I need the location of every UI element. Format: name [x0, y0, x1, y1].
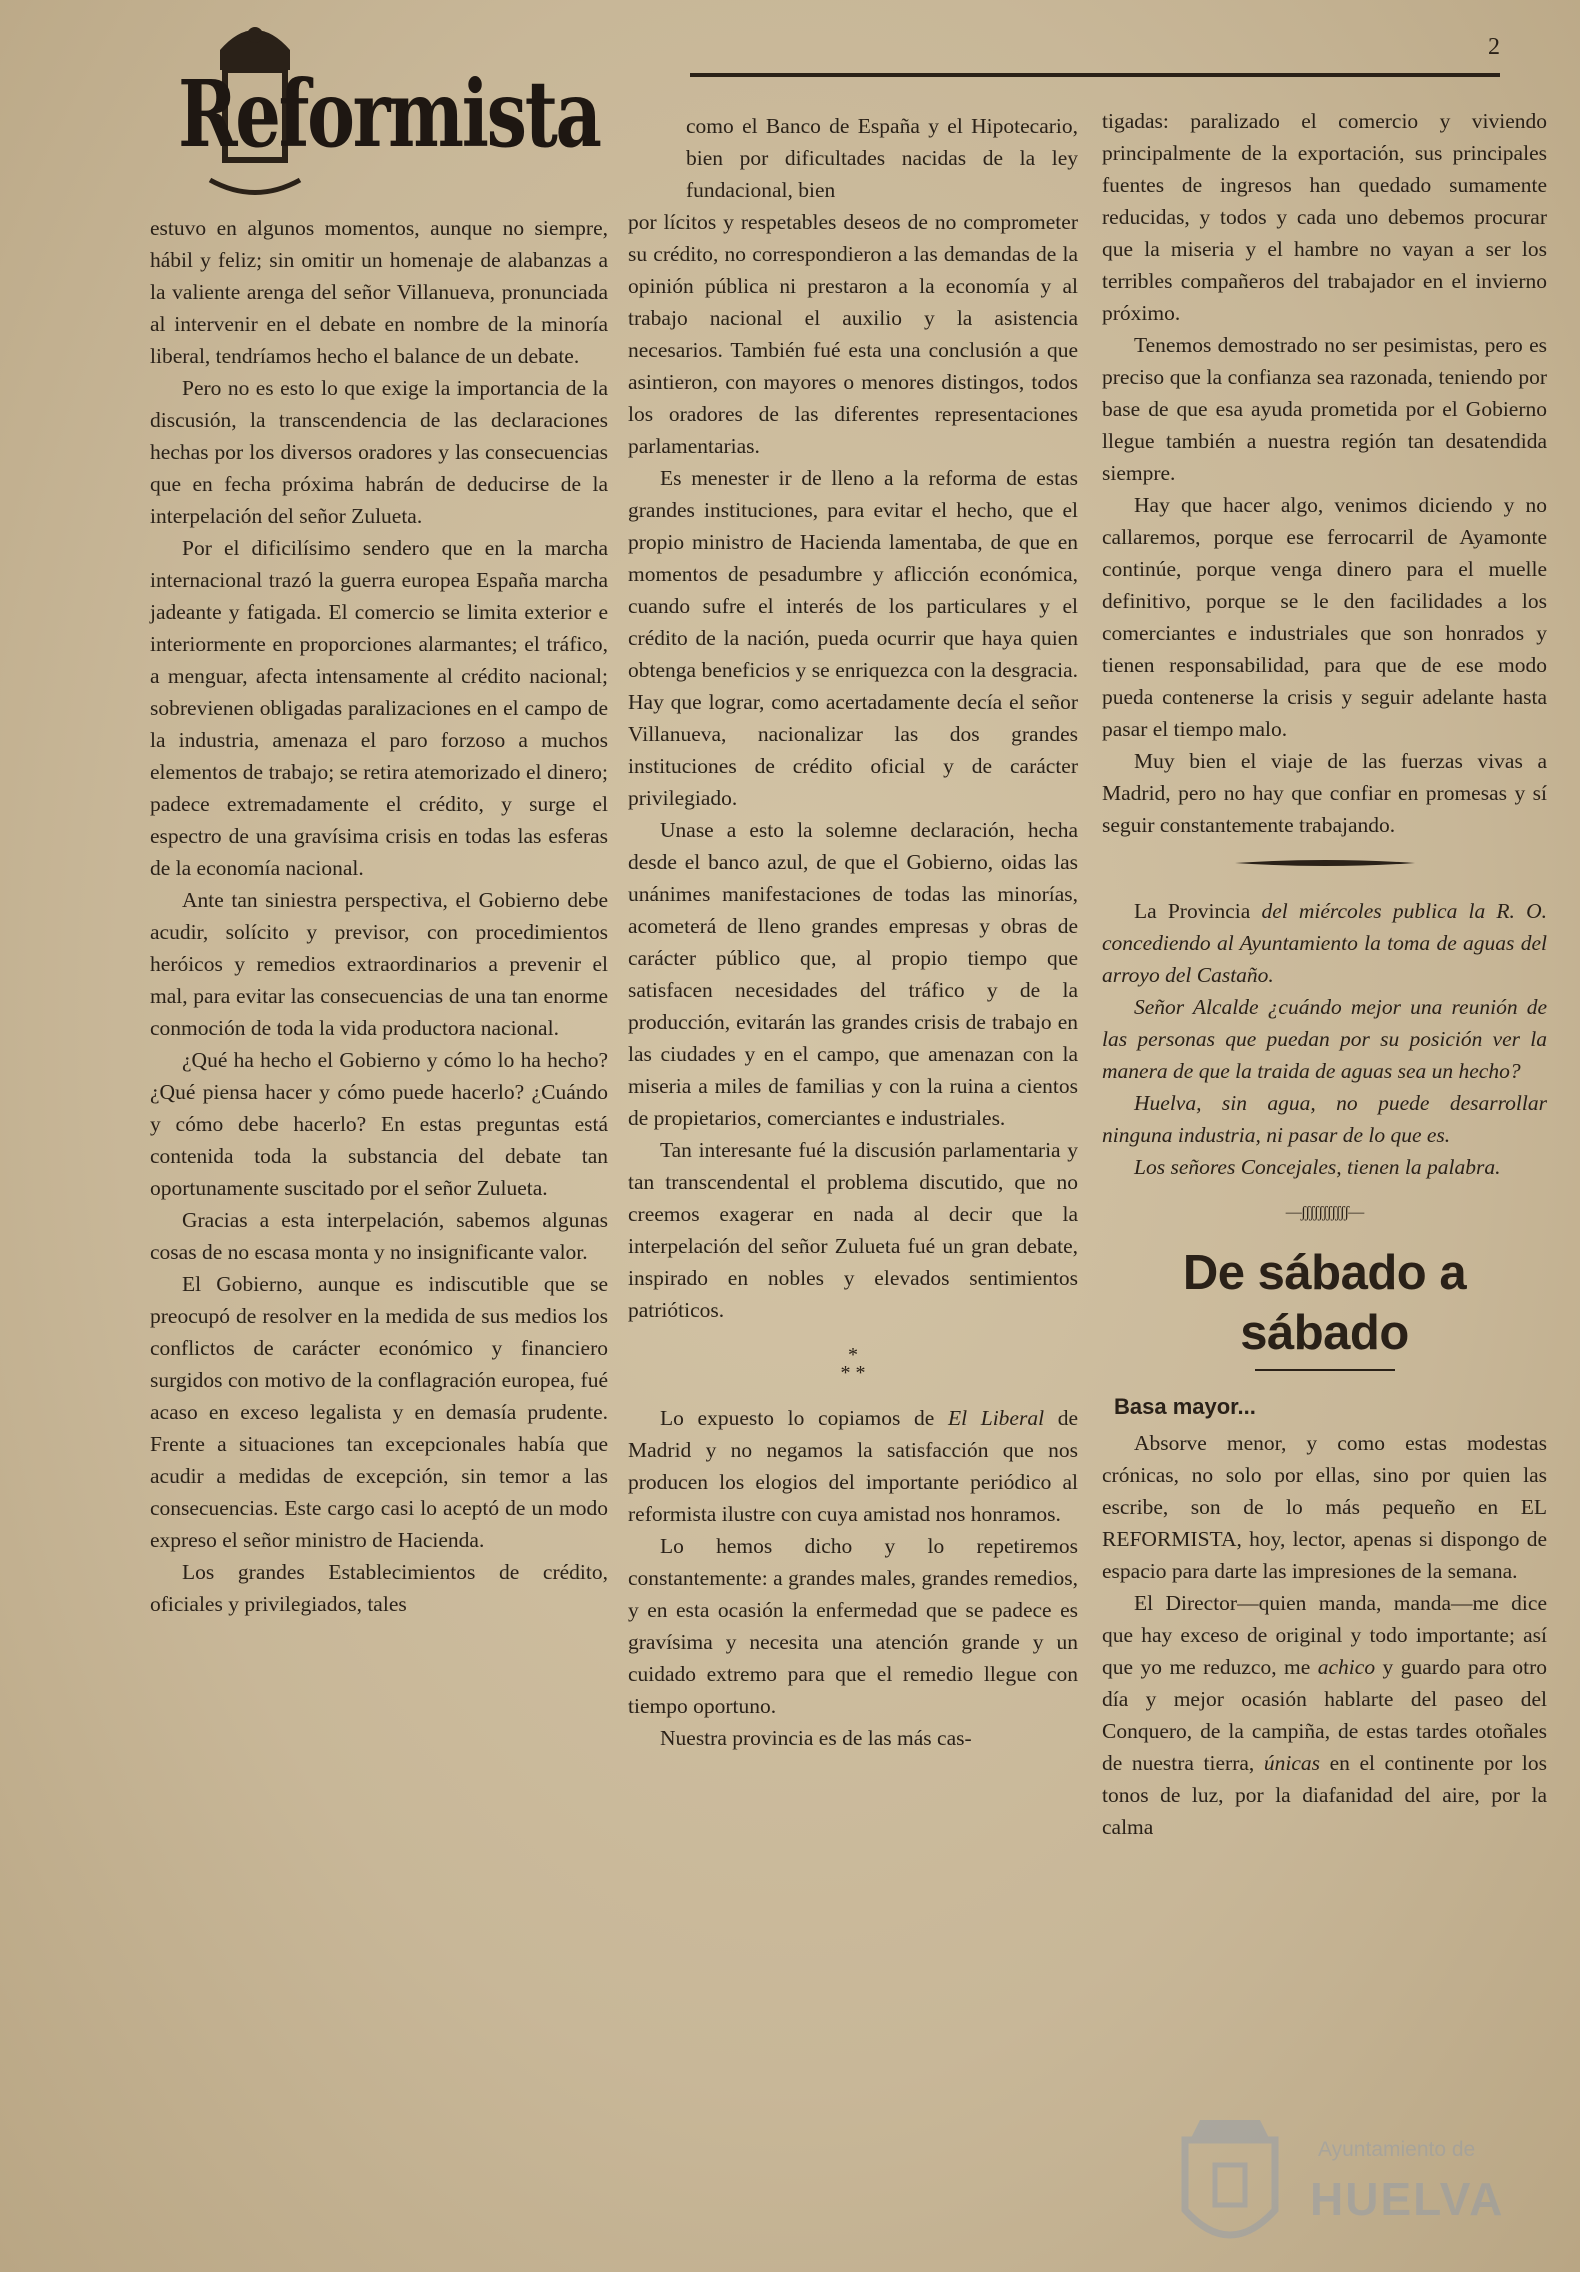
- paragraph: Lo expuesto lo copiamos de El Liberal de Madrid y no negamos la satisfacción que nos producen los elogios del importante periódico al reformista ilustre con cuya amistad nos honramos.: [628, 1406, 1079, 1526]
- paragraph: por lícitos y respetables deseos de no comprometer su crédito, no correspondieron a las demandas de la opinión pública ni prestaron a la economía y al trabajo nacional el auxilio y la asistencia necesarios. También fué esta una conclusión a que asintieron, con mayores o menores distingos, todos los oradores de las diferentes representaciones parlamentarias.: [628, 210, 1078, 458]
- paragraph: Por el dificilísimo sendero que en la marcha internacional trazó la guerra europea España marcha jadeante y fatigada. El comercio se limita exterior e interiormente en proporciones alarmantes; el tráfico, a menguar, afecta intensamente al crédito nacional; sobrevienen obligadas paralizaciones en el campo de la industria, amenaza el paro forzoso a muchos elementos de trabajo; se retira atemorizado el dinero; padece extremadamente el crédito, y surge el espectro de una gravísima crisis en todas las esferas de la economía nacional.: [150, 536, 608, 880]
- paragraph: tigadas: paralizado el comercio y viviendo principalmente de la exportación, sus principales fuentes de ingresos han quedado sumamente reducidas, y todos y cada uno debemos procurar que la miseria y el hambre no vayan a ser los terribles compañeros del trabajador en el invierno próximo.: [1102, 109, 1547, 325]
- paragraph: Pero no es esto lo que exige la importancia de la discusión, la transcendencia de las declaraciones hechas por los diversos oradores y las consecuencias que en fecha próxima habrán de deducirse de la interpelación del señor Zulueta.: [150, 376, 608, 528]
- paragraph: ¿Qué ha hecho el Gobierno y cómo lo ha hecho? ¿Qué piensa hacer y cómo puede hacerlo? ¿Cuándo y cómo debe hacerlo? En estas preguntas está contenida toda la substancia del debate tan oportunamente suscitado por el señor Zulueta.: [150, 1048, 608, 1200]
- paragraph: Absorve menor, y como estas modestas crónicas, no solo por ellas, sino por quien las escribe, son de lo más pequeño en EL REFORMISTA, hoy, lector, apenas si dispongo de espacio para darte las impresiones de la semana.: [1102, 1431, 1547, 1583]
- masthead-title: Reformista: [178, 60, 600, 168]
- notice-paragraph: Señor Alcalde ¿cuándo mejor una reunión de las personas que puedan por su posición ver la manera de que la traida de aguas sea un hecho?: [1102, 995, 1547, 1083]
- column-1: [150, 212, 608, 1620]
- paragraph: Es menester ir de lleno a la reforma de estas grandes instituciones, para evitar el hecho, que el propio ministro de Hacienda lamentaba, de que en momentos de pesadumbre y aflicción económica, cuando sufre el interés de los particulares y el crédito de la nación, pueda ocurrir que haya quien obtenga beneficios y se enriquezca con la desgracia. Hay que lograr, como acertadamente decía el señor Villanueva, nacionalizar las dos grandes instituciones de crédito oficial y de carácter privilegiado.: [628, 466, 1078, 810]
- paragraph: Lo hemos dicho y lo repetiremos constantemente: a grandes males, grandes remedios, y en esta ocasión la enfermedad que se padece es gravísima y necesita una atención grande y un cuidado extremo para que el remedio llegue con tiempo oportuno.: [628, 1534, 1078, 1718]
- paragraph: Gracias a esta interpelación, sabemos algunas cosas de no escasa monta y no insignificante valor.: [150, 1208, 608, 1264]
- paragraph: Muy bien el viaje de las fuerzas vivas a Madrid, pero no hay que confiar en promesas y sí seguir constantemente trabajando.: [1102, 749, 1547, 837]
- column-2: [628, 206, 1078, 1754]
- watermark-line-2: HUELVA: [1310, 2173, 1505, 2225]
- paragraph: como el Banco de España y el Hipotecario, bien por dificultades nacidas de la ley fundacional, bien: [686, 114, 1078, 202]
- column-2-lead: [686, 110, 1078, 206]
- notice-paragraph: Los señores Concejales, tienen la palabra.: [1134, 1155, 1501, 1179]
- city-shield-icon: [1170, 2110, 1290, 2260]
- ornament-divider-icon: [1235, 859, 1415, 867]
- column-3: [1102, 105, 1547, 1843]
- header-rule: [690, 73, 1500, 77]
- masthead: [160, 10, 670, 205]
- archive-watermark: [1170, 2110, 1530, 2260]
- paragraph: Ante tan siniestra perspectiva, el Gobierno debe acudir, solícito y previsor, con procedimientos heróicos y remedios extraordinarios a prevenir el mal, para evitar las consecuencias de una tan enorme conmoción de toda la vida productora nacional.: [150, 888, 608, 1040]
- newspaper-name: El Liberal: [947, 1406, 1045, 1430]
- section-title: De sábado a sábado: [1182, 1246, 1467, 1360]
- paragraph: Nuestra provincia es de las más cas-: [660, 1726, 972, 1750]
- paragraph: Los grandes Establecimientos de crédito, oficiales y privilegiados, tales: [150, 1560, 608, 1616]
- asterism-divider: * * *: [840, 1344, 866, 1384]
- section-rule: [1255, 1369, 1395, 1371]
- section-subtitle: Basa mayor...: [1114, 1394, 1256, 1419]
- page-number: 2: [1488, 34, 1500, 60]
- wavy-divider-icon: —ʃʃʃʃʃʃʃʃʃʃʃ—: [1285, 1204, 1364, 1221]
- notice-paragraph: Huelva, sin agua, no puede desarrollar ninguna industria, ni pasar de lo que es.: [1102, 1091, 1547, 1147]
- paragraph: El Director—quien manda, manda—me dice que hay exceso de original y todo importante; así que yo me reduzco, me achico y guardo para otro día y mejor ocasión hablarte del paseo del Conquero, de la campiña, de estas tardes otoñales de nuestra tierra, únicas en el continente por los tonos de luz, por la diafanidad del aire, por la calma: [1102, 1591, 1548, 1839]
- paragraph: estuvo en algunos momentos, aunque no siempre, hábil y feliz; sin omitir un homenaje de alabanzas a la valiente arenga del señor Villanueva, pronunciada al intervenir en el debate en nombre de la minoría liberal, tendríamos hecho el balance de un debate.: [150, 216, 608, 368]
- paragraph: Hay que hacer algo, venimos diciendo y no callaremos, porque ese ferrocarril de Ayamonte continúe, porque venga dinero para el muelle definitivo, porque se le den facilidades a los comerciantes e industriales que son honrados y tienen responsabilidad, para que de ese modo pueda contenerse la crisis y seguir adelante hasta pasar el tiempo malo.: [1102, 493, 1547, 741]
- paragraph: Tan interesante fué la discusión parlamentaria y tan transcendental el problema discutido, que no creemos exagerar en nada al decir que la interpelación del señor Zulueta fué un gran debate, inspirado en nobles y elevados sentimientos patrióticos.: [628, 1138, 1078, 1322]
- paragraph: Unase a esto la solemne declaración, hecha desde el banco azul, de que el Gobierno, oidas las unánimes manifestaciones de todas las minorías, acometerá de lleno grandes empresas y obras de carácter público que, al propio tiempo que satisfacen necesidades del tráfico y de la producción, evitarán las grandes crisis de trabajo en las ciudades y en el campo, que amenazan con la miseria a miles de familias y con la ruina a cientos de propietarios, comerciantes e industriales.: [628, 818, 1078, 1130]
- watermark-line-1: Ayuntamiento de: [1318, 2138, 1476, 2161]
- paragraph: El Gobierno, aunque es indiscutible que se preocupó de resolver en la medida de sus medios los conflictos de carácter económico y financiero surgidos con motivo de la conflagración europea, fué acaso en exceso legalista y en demasía prudente. Frente a situaciones tan excepcionales había que acudir a medidas de excepción, sin temor a las consecuencias. Este cargo casi lo aceptó de un modo expreso el señor ministro de Hacienda.: [150, 1272, 608, 1552]
- notice-paragraph: La Provincia del miércoles publica la R. O. concediendo al Ayuntamiento la toma de aguas del arroyo del Castaño.: [1102, 899, 1547, 987]
- paragraph: Tenemos demostrado no ser pesimistas, pero es preciso que la confianza sea razonada, teniendo por base de que esa ayuda prometida por el Gobierno llegue también a nuestra región tan desatendida siempre.: [1102, 333, 1547, 485]
